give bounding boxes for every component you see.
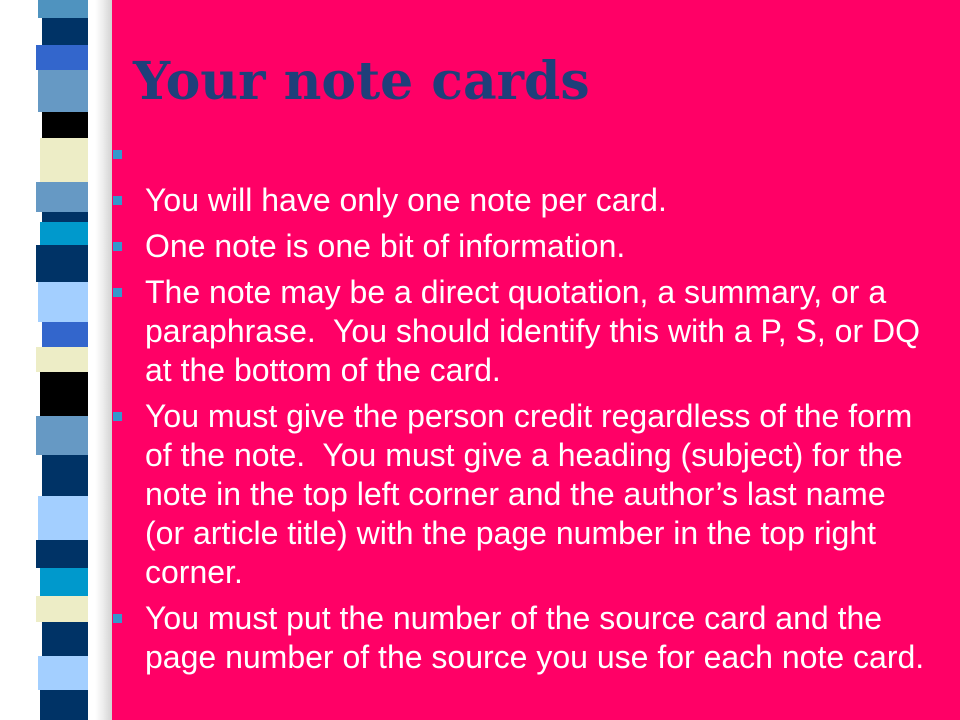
bullet-item bbox=[0, 227, 960, 266]
decor-block bbox=[40, 690, 88, 720]
square-bullet-icon bbox=[113, 150, 122, 159]
square-bullet-icon bbox=[113, 242, 122, 251]
bullet-text: The note may be a direct quotation, a summary, or a paraphrase. You should identify this with a P, S, or DQ at the bottom of the card. bbox=[145, 274, 920, 388]
decor-block bbox=[38, 70, 88, 112]
square-bullet-icon bbox=[113, 288, 122, 297]
bullet-item bbox=[0, 135, 960, 174]
decor-block bbox=[38, 0, 88, 18]
bullet-item bbox=[0, 397, 960, 592]
square-bullet-icon bbox=[113, 412, 122, 421]
decor-block bbox=[36, 45, 88, 70]
bullet-text: You must give the person credit regardless of the form of the note. You must give a heading (subject) for the note in the top left corner and the author’s last name (or article title) with the page number in the top right corner. bbox=[145, 398, 913, 590]
decor-block bbox=[42, 18, 88, 45]
bullet-item bbox=[0, 599, 960, 677]
bullet-text: You must put the number of the source card and the page number of the source you use for each note card. bbox=[145, 600, 925, 675]
square-bullet-icon bbox=[113, 196, 122, 205]
bullet-text: One note is one bit of information. bbox=[145, 228, 626, 264]
square-bullet-icon bbox=[113, 614, 122, 623]
slide-title: Your note cards bbox=[133, 51, 590, 112]
bullet-text: You will have only one note per card. bbox=[145, 182, 667, 218]
bullet-list bbox=[0, 135, 960, 684]
bullet-item bbox=[0, 273, 960, 390]
bullet-item bbox=[0, 181, 960, 220]
